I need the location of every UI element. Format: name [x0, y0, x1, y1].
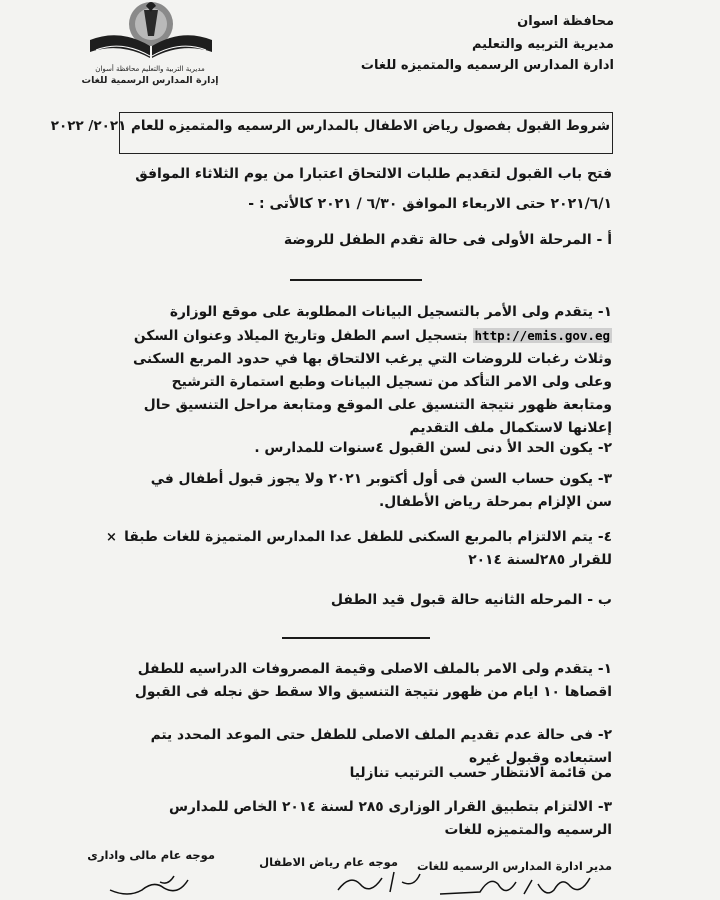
phase-a-item-3: ٣- يكون حساب السن فى أول أكتوبر ٢٠٢١ ولا يجوز قبول أطفال في سن الإلزام بمرحلة رياض الأطفال.	[150, 471, 612, 510]
kg-supervisor-signature-title: موجه عام رياض الاطفال	[259, 855, 398, 869]
ministry-website-link[interactable]: http://emis.gov.eg	[474, 328, 610, 343]
logo-caption-line-1: مديرية التربية والتعليم محافظة أسوان	[95, 65, 205, 73]
divider	[282, 637, 430, 639]
phase-a-item-1	[122, 301, 612, 440]
phase-b-item-2: ٢- فى حالة عدم تقديم الملف الاصلى للطفل حتى الموعد المحدد يتم استبعاده وقبول غيره	[150, 727, 612, 766]
phase-a-item-1-text: ١- يتقدم ولى الأمر بالتسجيل البيانات المطلوبة على موقع الوزارة	[169, 304, 612, 320]
governorate-label: محافظة اسوان	[517, 14, 614, 29]
phase-b-heading: ب - المرحله الثانيه حالة قبول قيد الطفل	[330, 592, 612, 608]
phase-b-item-3: ٣- الالتزام بتطبيق القرار الوزارى ٢٨٥ لسنة ٢٠١٤ الخاص للمدارس الرسميه والمتميزه للغات	[168, 799, 612, 838]
logo-caption-line-2: إدارة المدارس الرسمية للغات	[81, 75, 219, 86]
finance-supervisor-signature-title: موجه عام مالى وادارى	[87, 848, 215, 862]
logo-caption	[60, 64, 240, 86]
handwritten-mark: ×	[106, 530, 117, 545]
phase-b-item-2-cont: من قائمة الانتظار حسب الترتيب تنازليا	[349, 765, 612, 781]
book-torch-logo-icon	[86, 0, 216, 72]
director-signature	[420, 872, 600, 900]
phase-a-item-4: ٤- يتم الالتزام بالمربع السكنى للطفل عدا المدارس المتميزة للغات طبقا للقرار ٢٨٥لسنة ٢٠١٤	[124, 529, 612, 568]
intro-line-1: فتح باب القبول لتقديم طلبات الالتحاق اعتبارا من يوم الثلاثاء الموافق	[135, 166, 612, 182]
divider	[290, 279, 422, 281]
administration-label: ادارة المدارس الرسميه والمتميزه للغات	[360, 58, 614, 73]
intro-line-2: ٢٠٢١/٦/١ حتى الاربعاء الموافق ٦/٣٠ / ٢٠٢١ كالأتى : -	[248, 196, 612, 212]
phase-a-item-2: ٢- يكون الحد الأ دنى لسن القبول ٤سنوات للمدارس .	[254, 440, 612, 456]
kg-supervisor-signature	[330, 868, 430, 898]
phase-a-item-1-body: بتسجيل اسم الطفل وتاريخ الميلاد وعنوان السكن وثلاث رغبات للروضات التي يرغب الالتحاق بها في حدود المربع السكنى وعلى ولى الامر التأكد من تسجيل البيانات وطبع استمارة الترشيح ومتابعة ظهور نتيجة التنسيق على الموقع ومتابعة مراحل التنسيق حال إعلانها لاستكمال ملف التقديم	[132, 328, 612, 436]
director-signature-title: مدير ادارة المدارس الرسميه للغات	[417, 859, 612, 873]
phase-b-item-1: ١- يتقدم ولى الامر بالملف الاصلى وقيمة المصروفات الدراسيه للطفل اقصاها ١٠ ايام من ظهور نتيجة التنسيق والا سقط حق نجله فى القبول	[134, 661, 612, 700]
finance-supervisor-signature	[98, 872, 198, 900]
directorate-label: مديرية التربيه والتعليم	[471, 37, 614, 52]
phase-a-heading: أ - المرحلة الأولى فى حالة تقدم الطفل للروضة	[283, 232, 612, 248]
page-title: شروط القبول بفصول رياض الاطفال بالمدارس الرسميه والمتميزه للعام ٢٠٢١/ ٢٠٢٢	[50, 118, 610, 134]
